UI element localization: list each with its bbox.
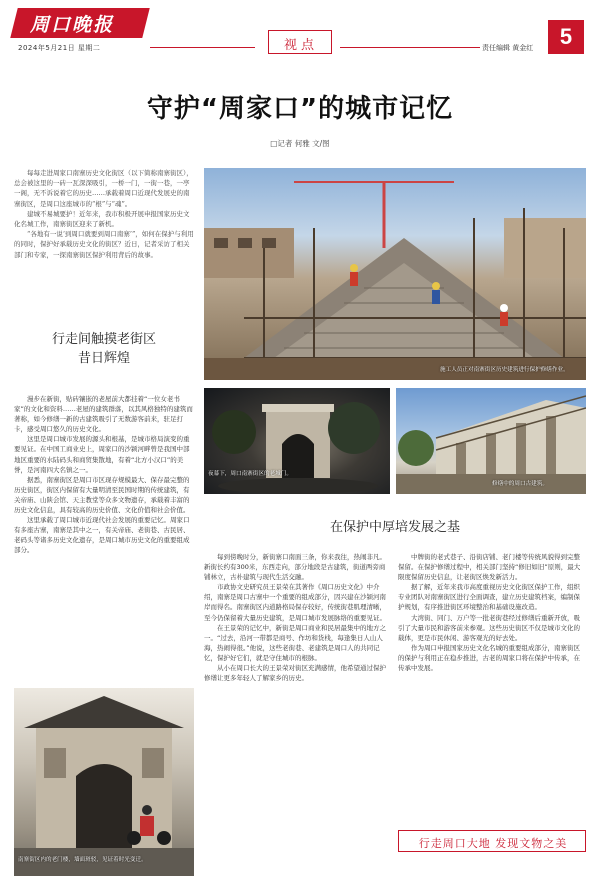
publication-date: 2024年5月21日 星期二 <box>18 44 101 52</box>
body-paragraph: 从小在周口长大的王景荣对街区充满感情，他希望通过保护修缮让更多年轻人了解家乡的历史。 <box>204 664 386 683</box>
restoration-scene-illustration <box>204 168 586 380</box>
masthead <box>0 0 600 62</box>
body-paragraph: 据了解，近年来我市高度重视历史文化街区保护工作，组织专业团队对南寨街区进行全面调查，建立历史建筑档案，编制保护规划，有序推进街区环境整治和基础设施改造。 <box>398 583 580 612</box>
intro-paragraph: 建城不易城要护！近年来，我市积极开展申报国家历史文化名城工作，南寨街区迎来了新机。 <box>14 209 190 229</box>
body-paragraph: 中牌街的老式巷子、沿街店铺、老门楼等传统风貌得到完整保留。在保护修缮过程中，相关部门坚持“修旧如旧”原则，最大限度保留历史信息，让老街区焕发新活力。 <box>398 553 581 582</box>
article-intro <box>14 168 194 260</box>
body-paragraph: 这里是周口城市发展的源头和根基，是城市格局演变的重要见证。在中国工商业史上，周家口的沙颍河畔曾是我国中部地区重要的水陆码头和商贸集散地，有着“北方小汉口”的美誉，是河南四大名镇之一。 <box>14 435 190 474</box>
intro-paragraph: “各地有一说‘到周口就要到周口南寨’”，如何在保护与利用的同时，保护好承载历史文化的街区？近日，记者采访了相关部门和专家，一探南寨街区保护利用背后的故事。 <box>14 230 194 259</box>
section1-body <box>14 394 194 556</box>
section-label: 视点 <box>283 38 318 53</box>
old-gate-illustration <box>14 688 194 876</box>
section1-heading <box>14 330 194 368</box>
series-banner <box>398 830 586 852</box>
divider <box>340 47 480 48</box>
main-photo-restoration <box>204 168 586 380</box>
photo-caption: 施工人员正对南寨街区历史建筑进行保护修缮作业。 <box>440 367 569 373</box>
photo-caption: 夜幕下，周口南寨街区的老城门。 <box>208 471 292 477</box>
night-gate-illustration <box>204 388 390 494</box>
intro-paragraph: 每每走进周家口南寨历史文化街区（以下简称南寨街区），总会被这里的一砖一瓦深深吸引，一桥一门，一街一巷，一亭一阁，无不诉说着它的历史……承载着周口近现代发展史的南寨街区，是周口这座城市的“根”与“魂”。 <box>14 169 193 208</box>
body-paragraph: 市政协文史研究员王景荣在其著作《周口历史文化》中介绍，南寨是周口古寨中一个重要的组成部分，因兴建在沙颍河南岸而得名。南寨街区内道路格局保存较好，传统街巷肌理清晰，至今仍保留着大量历史建筑，是周口城市发展脉络的重要见证。 <box>204 583 386 622</box>
body-paragraph: 在王景荣的记忆中，新街是周口商业和民居最集中的地方之一。“过去，沿河一带都是商号、作坊和货栈，每逢集日人山人海，热闹得很。”他说，这些老街巷、老建筑是周口人的共同记忆，保护好它们，就是守住城市的根脉。 <box>204 623 386 662</box>
photo-caption: 修缮中的周口古建筑。 <box>492 481 548 487</box>
body-paragraph: 作为周口申报国家历史文化名城的重要组成部分，南寨街区的保护与利用正在稳步推进，古老的周家口将在保护中传承，在传承中发展。 <box>398 643 580 673</box>
body-paragraph: 这里承载了周口城市近现代社会发展的重要记忆。周家口有多座古寨，南寨是其中之一，有关帝庙、老街巷、古民居、老码头等诸多历史文化遗存，是周口城市历史文化的重要组成部分。 <box>14 516 190 555</box>
construction-site-illustration <box>396 388 586 494</box>
body-paragraph: 大湾街、同门、万户等一批老街巷经过修缮后重新开放，吸引了大量市民和游客前来参观。这些历史街区不仅是城市文化的载体，更是市民休闲、游客观光的好去处。 <box>398 613 580 642</box>
photo-night-gate <box>204 388 390 494</box>
editor-credit: 责任编辑 黄金红 <box>482 44 534 52</box>
body-paragraph: 据悉，南寨街区是周口市区现存规模最大、保存最完整的历史街区，街区内保留有大量明清至民国时期的传统建筑，有关帝庙、山陕会馆、天主教堂等众多文物遗存，承载着丰富的历史文化信息，具有较高的历史价值、文化价值和社会价值。 <box>14 475 190 515</box>
article-headline: 守护“周家口”的城市记忆 <box>146 94 454 124</box>
section2-column-a <box>204 552 390 882</box>
section2-column-b <box>398 552 584 824</box>
divider <box>150 47 255 48</box>
page-number-badge <box>548 20 584 54</box>
section-tag <box>268 30 332 54</box>
section2-heading: 在保护中厚培发展之基 <box>329 520 460 535</box>
body-paragraph: 漫步在新街，贴砖镶嵌的老屋前大都挂着“一位女老书家”的文化和资料……老屋的建筑群落，以其风格独特的建筑而著称，如今修缮一新的古建筑吸引了无数游客前来，驻足打卡，感受周口悠久的历史文化。 <box>14 395 193 434</box>
section1-heading-line: 行走间触摸老街区 <box>51 332 156 347</box>
series-banner-text: 行走周口大地 发现文物之美 <box>418 837 568 850</box>
section1-heading-line: 昔日辉煌 <box>77 351 130 366</box>
body-paragraph: 每到傍晚时分，新街寨口南面三条，你来我往，热闹非凡。新街长约有300米，东西走向，部分地段是古建筑，街道两旁商铺林立，古朴建筑与现代生活交融。 <box>204 553 386 582</box>
photo-old-gate <box>14 688 194 876</box>
page-number: 5 <box>559 24 573 49</box>
photo-caption: 南寨街区内的老门楼，墙面斑驳，见证着时光变迁。 <box>18 857 147 863</box>
newspaper-logo: 周口晚报 <box>30 14 115 36</box>
article-byline: □记者 何雅 文/图 <box>270 139 330 148</box>
photo-construction-site <box>396 388 586 494</box>
